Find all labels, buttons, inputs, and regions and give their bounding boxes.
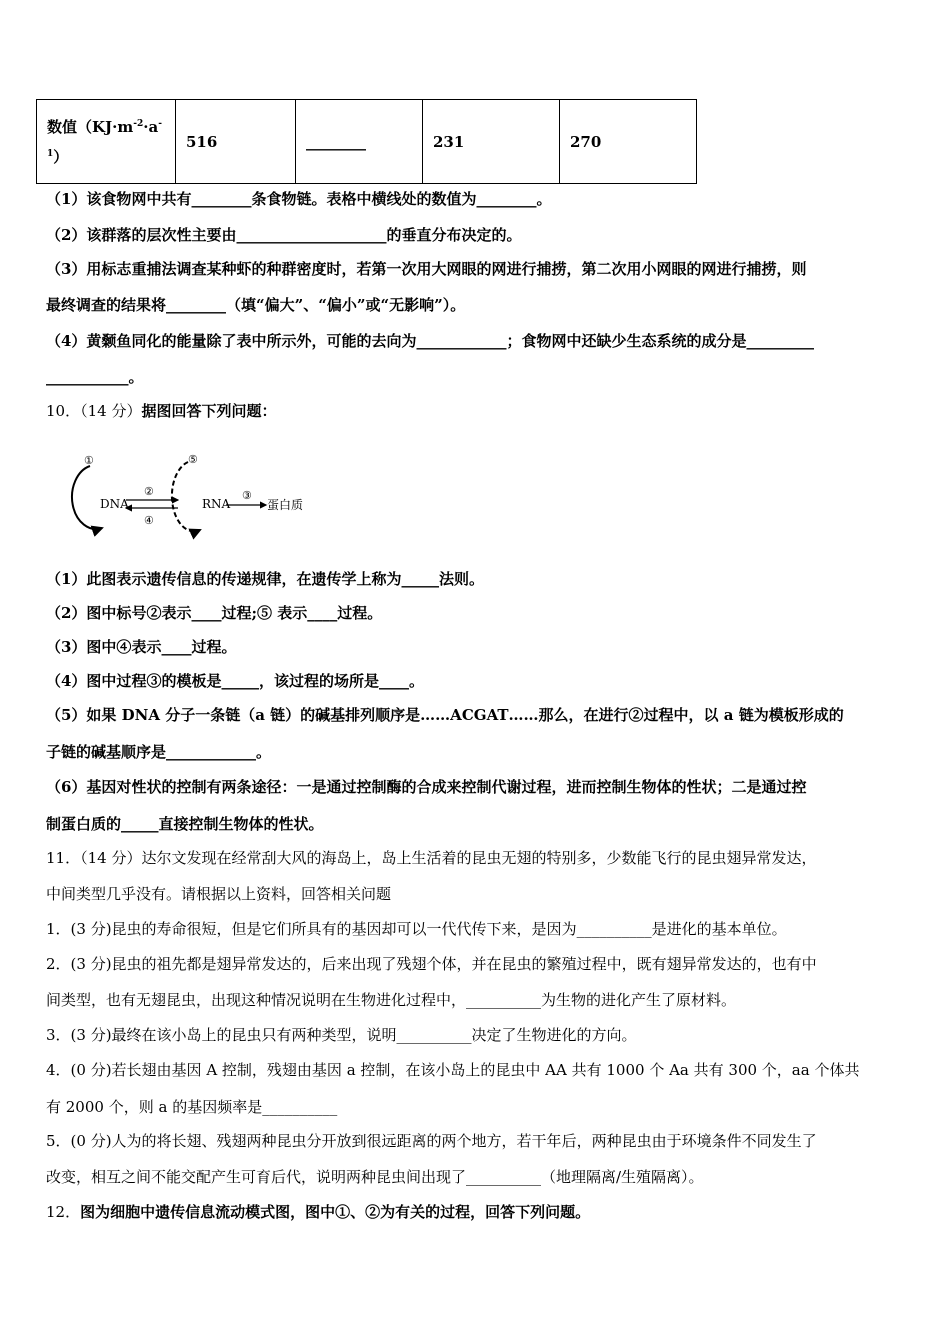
label-5: ⑤ xyxy=(188,453,198,466)
protein-label: 蛋白质 xyxy=(267,498,304,512)
q10-number: 10．（14 分） xyxy=(46,402,142,420)
q10-sub6-line1: （6）基因对性状的控制有两条途径：一是通过控制酶的合成来控制代谢过程，进而控制生物体的性状；二是通过控 xyxy=(46,778,807,796)
q12-number: 12． xyxy=(46,1203,81,1221)
q10-sub6-line2: 制蛋白质的_____直接控制生物体的性状。 xyxy=(46,815,324,833)
q11-sub4-line2: 有 2000 个，则 a 的基因频率是__________ xyxy=(46,1098,338,1116)
rna-label: RNA xyxy=(202,497,231,511)
q10-heading xyxy=(46,400,276,421)
table-row xyxy=(37,100,697,184)
table-cell: 231 xyxy=(423,100,560,184)
label-1: ① xyxy=(84,454,94,467)
q10-sub1: （1）此图表示遗传信息的传递规律，在遗传学上称为_____法则。 xyxy=(46,570,484,588)
label-4: ④ xyxy=(144,514,154,527)
q11-sub2-line2: 间类型，也有无翅昆虫，出现这种情况说明在生物进化过程中，__________为生物的进化产生了原材料。 xyxy=(46,991,737,1009)
label-3: ③ xyxy=(242,489,252,502)
q11-sub5-line2: 改变，相互之间不能交配产生可育后代，说明两种昆虫间出现了__________（地理隔离/生殖隔离）。 xyxy=(46,1168,704,1186)
table-cell: 270 xyxy=(560,100,697,184)
q11-sub2-line1: 2．(3 分)昆虫的祖先都是翅异常发达的，后来出现了残翅个体，并在昆虫的繁殖过程中，既有翅异常发达的，也有中 xyxy=(46,955,817,973)
q11-intro-line2: 中间类型几乎没有。请根据以上资料，回答相关问题 xyxy=(46,885,392,903)
data-table xyxy=(36,99,697,184)
q11-sub4-line1: 4．(0 分)若长翅由基因 A 控制，残翅由基因 a 控制，在该小岛上的昆虫中 AA 共有 1000 个 Aa 共有 300 个，aa 个体共 xyxy=(46,1061,860,1079)
table-cell: ________ xyxy=(296,100,423,184)
replication-arrow xyxy=(72,466,102,529)
q9-sub3-line1: （3）用标志重捕法调查某种虾的种群密度时，若第一次用大网眼的网进行捕捞，第二次用小网眼的网进行捕捞，则 xyxy=(46,260,807,278)
q9-sub3-line2: 最终调查的结果将________（填“偏大”、“偏小”或“无影响”）。 xyxy=(46,296,466,314)
q10-sub2: （2）图中标号②表示____过程;⑤ 表示____过程。 xyxy=(46,604,383,622)
q10-sub5-line1: （5）如果 DNA 分子一条链（a 链）的碱基排列顺序是……ACGAT……那么，在进行②过程中，以 a 链为模板形成的 xyxy=(46,706,844,724)
q9-sub2: （2）该群落的层次性主要由____________________的垂直分布决定的。 xyxy=(46,226,522,244)
central-dogma-diagram xyxy=(60,448,310,540)
q9-sub1: （1）该食物网中共有________条食物链。表格中横线处的数值为________。 xyxy=(46,190,552,208)
table-header-cell: 数值$(KJ\cdot m^{-2}\cdot a^{-1})$ xyxy=(37,100,176,184)
dna-label: DNA xyxy=(100,497,129,511)
q12-heading xyxy=(46,1201,590,1222)
rna-replication-arrow xyxy=(172,462,200,531)
q9-sub4-line1: （4）黄颡鱼同化的能量除了表中所示外，可能的去向为____________；食物网中还缺少生态系统的成分是_________ xyxy=(46,332,814,350)
q11-sub3: 3．(3 分)最终在该小岛上的昆虫只有两种类型，说明__________决定了生物进化的方向。 xyxy=(46,1026,637,1044)
q10-prompt: 据图回答下列问题： xyxy=(141,402,277,420)
q10-sub4: （4）图中过程③的模板是_____，该过程的场所是____。 xyxy=(46,672,424,690)
q11-sub5-line1: 5．(0 分)人为的将长翅、残翅两种昆虫分开放到很远距离的两个地方，若干年后，两种昆虫由于环境条件不同发生了 xyxy=(46,1132,817,1150)
q10-sub3: （3）图中④表示____过程。 xyxy=(46,638,237,656)
q12-prompt: 图为细胞中遗传信息流动模式图，图中①、②为有关的过程，回答下列问题。 xyxy=(80,1203,591,1221)
q9-sub4-line2: ___________。 xyxy=(46,368,144,386)
q11-intro-line1: 11．（14 分）达尔文发现在经常刮大风的海岛上，岛上生活着的昆虫无翅的特别多，少数能飞行的昆虫翅异常发达， xyxy=(46,849,817,867)
label-2: ② xyxy=(144,485,154,498)
q10-sub5-line2: 子链的碱基顺序是____________。 xyxy=(46,743,272,761)
table-cell: 516 xyxy=(176,100,296,184)
q11-sub1: 1．(3 分)昆虫的寿命很短，但是它们所具有的基因却可以一代代传下来，是因为__________是进化的基本单位。 xyxy=(46,920,787,938)
